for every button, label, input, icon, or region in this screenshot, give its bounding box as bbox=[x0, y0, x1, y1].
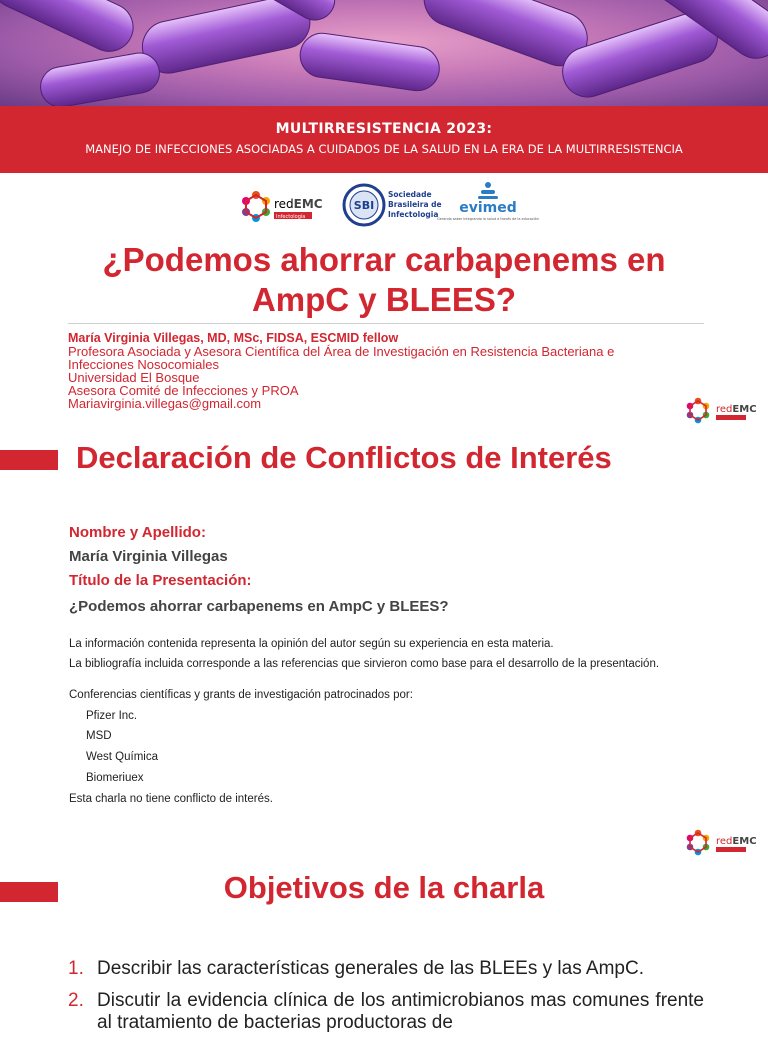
coi-pres-label: Título de la Presentación: bbox=[69, 572, 252, 589]
coi-pres-value: ¿Podemos ahorrar carbapenems en AmpC y BLEES? bbox=[69, 598, 449, 615]
affiliation-line: Infecciones Nosocomiales bbox=[68, 357, 220, 372]
talk-title-line1: ¿Podemos ahorrar carbapenems en bbox=[102, 241, 666, 278]
banner-subtitle: MANEJO DE INFECCIONES ASOCIADAS A CUIDADOS DE LA SALUD EN LA ERA DE LA MULTIRRESISTENCIA bbox=[85, 142, 683, 156]
sponsor-item: West Química bbox=[86, 751, 158, 763]
sponsor-item: Pfizer Inc. bbox=[86, 710, 138, 722]
sponsor-item: MSD bbox=[86, 730, 112, 742]
redemc-corner-logo bbox=[684, 396, 756, 426]
redemc-logo bbox=[240, 188, 330, 224]
disclaimer-2: La bibliografía incluida corresponde a las referencias que sirvieron como base para el desarrollo de la presentación. bbox=[69, 658, 660, 670]
sponsor-item: Biomeriuex bbox=[86, 772, 144, 784]
sbi-line3: Infectologia bbox=[388, 210, 439, 219]
objectives-title: Objetivos de la charla bbox=[223, 870, 545, 905]
author-email[interactable]: Mariavirginia.villegas@gmail.com bbox=[68, 396, 262, 411]
author-block bbox=[68, 332, 728, 410]
coi-name-value: María Virginia Villegas bbox=[69, 548, 228, 565]
author-name: María Virginia Villegas, MD, MSc, FIDSA, ESCMID fellow bbox=[68, 331, 399, 345]
sbi-line2: Brasileira de bbox=[388, 200, 442, 209]
objective-text: Describir las características generales de las BLEEs y las AmpC. bbox=[97, 958, 644, 979]
affiliation-line: Asesora Comité de Infecciones y PROA bbox=[68, 383, 299, 398]
svg-text:redEMC: redEMC bbox=[716, 836, 757, 847]
evimed-logo bbox=[437, 180, 539, 226]
sponsors-intro: Conferencias científicas y grants de investigación patrocinados por: bbox=[69, 689, 413, 701]
svg-text:redEMC: redEMC bbox=[716, 404, 757, 415]
evimed-name: evimed bbox=[459, 200, 517, 216]
objective-text: Discutir la evidencia clínica de los antimicrobianos mas comunes frente al tratamiento de bacterias productoras de bbox=[97, 990, 704, 1033]
redemc-red: red bbox=[274, 197, 294, 211]
hero-bacteria-image bbox=[0, 0, 768, 106]
event-banner bbox=[0, 106, 768, 173]
sponsor-logos bbox=[240, 180, 540, 230]
objectives-list bbox=[68, 958, 704, 1044]
section-accent-bar bbox=[0, 450, 58, 470]
evimed-tag: Gerando saber integrando la salud a través de la educación bbox=[437, 217, 539, 221]
svg-text:redEMC bbox=[274, 197, 323, 211]
objective-number: 2. bbox=[68, 990, 84, 1011]
objective-item bbox=[68, 990, 704, 1034]
divider bbox=[68, 323, 704, 324]
redemc-emc: EMC bbox=[293, 197, 323, 211]
redemc-tag: Infectología bbox=[276, 214, 306, 220]
coi-name-label: Nombre y Apellido: bbox=[69, 524, 206, 541]
talk-title bbox=[20, 240, 748, 320]
affiliation-line: Profesora Asociada y Asesora Científica del Área de Investigación en Resistencia Bacteriana e bbox=[68, 344, 615, 359]
conflicts-title: Declaración de Conflictos de Interés bbox=[76, 440, 612, 475]
objective-item bbox=[68, 958, 704, 980]
no-conflict-statement: Esta charla no tiene conflicto de interés. bbox=[69, 793, 273, 805]
objective-number: 1. bbox=[68, 958, 84, 979]
disclaimer-1: La información contenida representa la opinión del autor según su experiencia en esta materia. bbox=[69, 638, 554, 650]
talk-title-line2: AmpC y BLEES? bbox=[251, 281, 517, 318]
sbi-line1: Sociedade bbox=[388, 190, 432, 199]
sbi-logo bbox=[342, 182, 442, 228]
redemc-corner-logo bbox=[684, 828, 756, 858]
affiliation-line: Universidad El Bosque bbox=[68, 370, 200, 385]
banner-title: MULTIRRESISTENCIA 2023: bbox=[275, 121, 493, 137]
sbi-abbr: SBI bbox=[353, 199, 375, 212]
